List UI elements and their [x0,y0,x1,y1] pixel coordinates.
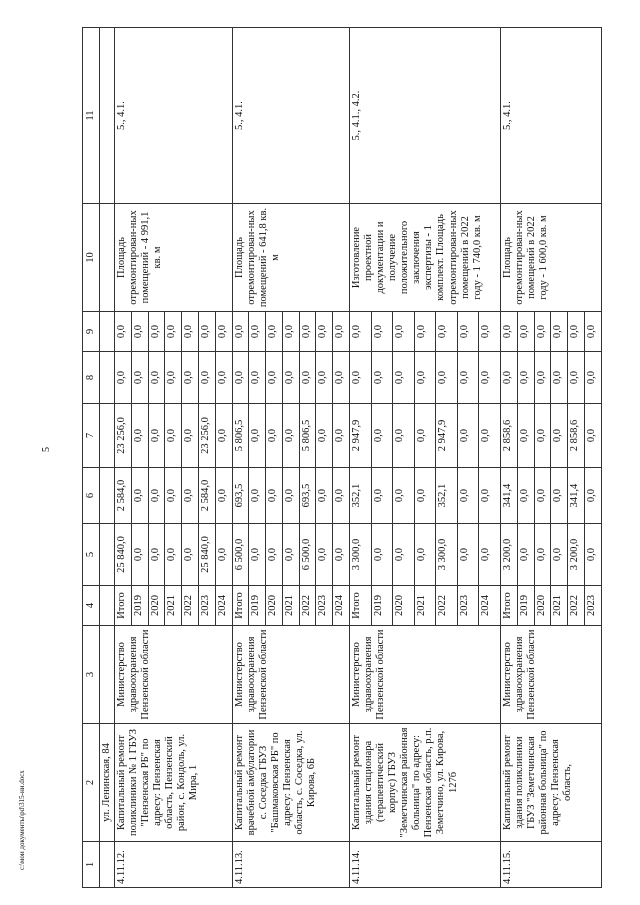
local-budget-cell: 0,0 [165,352,182,404]
page-number: 5 [41,447,52,452]
regional-budget-cell: 0,0 [215,468,232,524]
table-row [501,28,518,888]
local-budget-cell: 0,0 [115,352,132,404]
local-budget-cell: 0,0 [198,352,215,404]
federal-budget-cell: 2 858,6 [568,404,585,468]
col-header: 6 [83,468,100,524]
regional-budget-cell: 0,0 [182,468,199,524]
other-sources-cell: 0,0 [479,312,501,352]
local-budget-cell: 0,0 [232,352,249,404]
total-cell: 3 200,0 [501,524,518,586]
program-table [82,27,602,888]
other-sources-cell: 0,0 [148,312,165,352]
other-sources-cell: 0,0 [165,312,182,352]
local-budget-cell: 0,0 [551,352,568,404]
col-header: 8 [83,352,100,404]
local-budget-cell: 0,0 [131,352,148,404]
total-cell: 0,0 [414,524,436,586]
local-budget-cell: 0,0 [568,352,585,404]
total-cell: 3 300,0 [436,524,458,586]
result-indicator: Площадь отремонтирован-ных помещений - 4 991,1 кв. м [115,204,232,312]
other-sources-cell: 0,0 [436,312,458,352]
other-sources-cell: 0,0 [282,312,299,352]
responsible-org: Министерство здравоохранения Пензенской области [232,626,349,724]
other-sources-cell: 0,0 [115,312,132,352]
other-sources-cell: 0,0 [182,312,199,352]
federal-budget-cell: 0,0 [182,404,199,468]
year-cell: 2024 [479,586,501,626]
federal-budget-cell: 0,0 [414,404,436,468]
regional-budget-cell: 0,0 [266,468,283,524]
col-header: 4 [83,586,100,626]
regional-budget-cell: 0,0 [517,468,534,524]
total-cell: 3 300,0 [350,524,372,586]
column-number-row [83,28,100,888]
year-cell: Итого [501,586,518,626]
other-sources-cell: 0,0 [333,312,350,352]
federal-budget-cell: 0,0 [457,404,479,468]
federal-budget-cell: 0,0 [479,404,501,468]
federal-budget-cell: 5 806,5 [232,404,249,468]
row-id: 4.11.13. [232,842,349,888]
local-budget-cell: 0,0 [585,352,602,404]
other-sources-cell: 0,0 [568,312,585,352]
total-cell: 0,0 [333,524,350,586]
total-cell: 3 200,0 [568,524,585,586]
federal-budget-cell: 23 256,0 [198,404,215,468]
col-header: 5 [83,524,100,586]
total-cell: 0,0 [551,524,568,586]
local-budget-cell: 0,0 [333,352,350,404]
regional-budget-cell: 0,0 [393,468,415,524]
regional-budget-cell: 0,0 [551,468,568,524]
total-cell: 0,0 [517,524,534,586]
local-budget-cell: 0,0 [414,352,436,404]
local-budget-cell: 0,0 [148,352,165,404]
federal-budget-cell: 0,0 [551,404,568,468]
result-indicator: Площадь отремонтирован-ных помещений - 641,8 кв. м [232,204,349,312]
federal-budget-cell: 0,0 [371,404,393,468]
other-sources-cell: 0,0 [266,312,283,352]
federal-budget-cell: 0,0 [534,404,551,468]
federal-budget-cell: 0,0 [165,404,182,468]
year-cell: 2023 [316,586,333,626]
regional-budget-cell: 0,0 [131,468,148,524]
year-cell: 2020 [148,586,165,626]
local-budget-cell: 0,0 [316,352,333,404]
total-cell: 0,0 [479,524,501,586]
other-sources-cell: 0,0 [517,312,534,352]
regional-budget-cell: 0,0 [371,468,393,524]
intro-row [100,28,115,888]
regional-budget-cell: 341,4 [501,468,518,524]
total-cell: 0,0 [165,524,182,586]
local-budget-cell: 0,0 [393,352,415,404]
rotated-table-wrapper [82,28,602,888]
federal-budget-cell: 0,0 [333,404,350,468]
regional-budget-cell: 0,0 [585,468,602,524]
total-cell: 0,0 [148,524,165,586]
total-cell: 0,0 [182,524,199,586]
federal-budget-cell: 0,0 [148,404,165,468]
total-cell: 0,0 [266,524,283,586]
regional-budget-cell: 352,1 [436,468,458,524]
regional-budget-cell: 0,0 [479,468,501,524]
regional-budget-cell: 0,0 [534,468,551,524]
reference-cell: 5., 4.1. [115,28,232,204]
federal-budget-cell: 0,0 [282,404,299,468]
year-cell: 2019 [131,586,148,626]
local-budget-cell: 0,0 [479,352,501,404]
responsible-org: Министерство здравоохранения Пензенской области [501,626,602,724]
federal-budget-cell: 0,0 [249,404,266,468]
total-cell: 0,0 [457,524,479,586]
local-budget-cell: 0,0 [534,352,551,404]
federal-budget-cell: 23 256,0 [115,404,132,468]
regional-budget-cell: 0,0 [316,468,333,524]
col-header: 9 [83,312,100,352]
federal-budget-cell: 2 947,9 [436,404,458,468]
other-sources-cell: 0,0 [414,312,436,352]
year-cell: 2019 [517,586,534,626]
federal-budget-cell: 5 806,5 [299,404,316,468]
row-id: 4.11.14. [350,842,501,888]
other-sources-cell: 0,0 [393,312,415,352]
year-cell: 2021 [165,586,182,626]
local-budget-cell: 0,0 [299,352,316,404]
federal-budget-cell: 0,0 [131,404,148,468]
other-sources-cell: 0,0 [299,312,316,352]
year-cell: 2020 [266,586,283,626]
regional-budget-cell: 0,0 [333,468,350,524]
federal-budget-cell: 0,0 [266,404,283,468]
total-cell: 6 500,0 [299,524,316,586]
year-cell: 2022 [182,586,199,626]
total-cell: 25 840,0 [198,524,215,586]
local-budget-cell: 0,0 [436,352,458,404]
year-cell: Итого [232,586,249,626]
federal-budget-cell: 0,0 [215,404,232,468]
federal-budget-cell: 0,0 [517,404,534,468]
federal-budget-cell: 2 947,9 [350,404,372,468]
local-budget-cell: 0,0 [517,352,534,404]
total-cell: 0,0 [131,524,148,586]
year-cell: 2021 [414,586,436,626]
regional-budget-cell: 0,0 [165,468,182,524]
col-header: 11 [83,28,100,204]
local-budget-cell: 0,0 [266,352,283,404]
other-sources-cell: 0,0 [198,312,215,352]
other-sources-cell: 0,0 [232,312,249,352]
other-sources-cell: 0,0 [551,312,568,352]
regional-budget-cell: 352,1 [350,468,372,524]
local-budget-cell: 0,0 [501,352,518,404]
measure-name: Капитальный ремонт поликлиники № 1 ГБУЗ "Пензенская РБ" по адресу: Пензенская область, Пензенский район, с. Кондоль, ул. Мира, 1 [115,724,232,842]
local-budget-cell: 0,0 [182,352,199,404]
reference-cell: 5., 4.1. [232,28,349,204]
regional-budget-cell: 0,0 [148,468,165,524]
federal-budget-cell: 0,0 [316,404,333,468]
reference-cell: 5., 4.1. [501,28,602,204]
local-budget-cell: 0,0 [282,352,299,404]
total-cell: 0,0 [282,524,299,586]
other-sources-cell: 0,0 [501,312,518,352]
regional-budget-cell: 341,4 [568,468,585,524]
year-cell: 2019 [371,586,393,626]
table-row [350,28,372,888]
year-cell: 2020 [534,586,551,626]
year-cell: 2021 [551,586,568,626]
table-row [232,28,249,888]
year-cell: Итого [115,586,132,626]
year-cell: 2022 [436,586,458,626]
row-id: 4.11.15. [501,842,602,888]
year-cell: 2019 [249,586,266,626]
other-sources-cell: 0,0 [457,312,479,352]
total-cell: 0,0 [215,524,232,586]
col-header: 10 [83,204,100,312]
total-cell: 0,0 [249,524,266,586]
other-sources-cell: 0,0 [350,312,372,352]
local-budget-cell: 0,0 [350,352,372,404]
federal-budget-cell: 0,0 [393,404,415,468]
other-sources-cell: 0,0 [249,312,266,352]
other-sources-cell: 0,0 [585,312,602,352]
year-cell: 2022 [299,586,316,626]
col-header: 2 [83,724,100,842]
total-cell: 0,0 [393,524,415,586]
year-cell: Итого [350,586,372,626]
year-cell: 2023 [198,586,215,626]
total-cell: 25 840,0 [115,524,132,586]
regional-budget-cell: 0,0 [282,468,299,524]
local-budget-cell: 0,0 [457,352,479,404]
local-budget-cell: 0,0 [249,352,266,404]
regional-budget-cell: 2 584,0 [198,468,215,524]
table-body [115,28,602,888]
col-header: 7 [83,404,100,468]
regional-budget-cell: 693,5 [232,468,249,524]
federal-budget-cell: 0,0 [585,404,602,468]
row-id: 4.11.12. [115,842,232,888]
responsible-org: Министерство здравоохранения Пензенской области [115,626,232,724]
other-sources-cell: 0,0 [215,312,232,352]
federal-budget-cell: 2 858,6 [501,404,518,468]
other-sources-cell: 0,0 [131,312,148,352]
footer-file-path: c:\мои документы\pd\315-ни.docx [18,770,26,870]
regional-budget-cell: 693,5 [299,468,316,524]
regional-budget-cell: 0,0 [249,468,266,524]
result-indicator: Площадь отремонтирован-ных помещений в 2022 году - 1 600,0 кв. м [501,204,602,312]
regional-budget-cell: 0,0 [457,468,479,524]
intro-address-cell: ул. Ленинская, 84 [100,724,115,842]
regional-budget-cell: 0,0 [414,468,436,524]
year-cell: 2020 [393,586,415,626]
year-cell: 2024 [333,586,350,626]
total-cell: 0,0 [371,524,393,586]
total-cell: 0,0 [534,524,551,586]
result-indicator: Изготовление проектной документации и получение положительного заключения экспертизы - 1 комплект. Площадь отремонтирован-ных помещений в 2022 году - 1 740,0 кв. м [350,204,501,312]
table-row [115,28,132,888]
responsible-org: Министерство здравоохранения Пензенской области [350,626,501,724]
col-header: 3 [83,626,100,724]
local-budget-cell: 0,0 [371,352,393,404]
year-cell: 2023 [585,586,602,626]
other-sources-cell: 0,0 [371,312,393,352]
col-header: 1 [83,842,100,888]
measure-name: Капитальный ремонт здания стационара (терапевтический корпус) ГБУЗ "Земетчинская районная больница" по адресу: Пензенская область, р.п. Земетчино, ул. Кирова, 127б [350,724,501,842]
regional-budget-cell: 2 584,0 [115,468,132,524]
total-cell: 0,0 [316,524,333,586]
other-sources-cell: 0,0 [534,312,551,352]
year-cell: 2021 [282,586,299,626]
total-cell: 6 500,0 [232,524,249,586]
measure-name: Капитальный ремонт здания поликлиники ГБУЗ "Земетчинская районная больница" по адресу: Пензенская область, [501,724,602,842]
total-cell: 0,0 [585,524,602,586]
year-cell: 2024 [215,586,232,626]
year-cell: 2023 [457,586,479,626]
year-cell: 2022 [568,586,585,626]
reference-cell: 5., 4.1., 4.2. [350,28,501,204]
local-budget-cell: 0,0 [215,352,232,404]
other-sources-cell: 0,0 [316,312,333,352]
measure-name: Капитальный ремонт врачебной амбулатории с. Соседка ГБУЗ "Башмаковская РБ" по адресу: Пензенская область, с. Соседка, ул. Кирова, 6Б [232,724,349,842]
